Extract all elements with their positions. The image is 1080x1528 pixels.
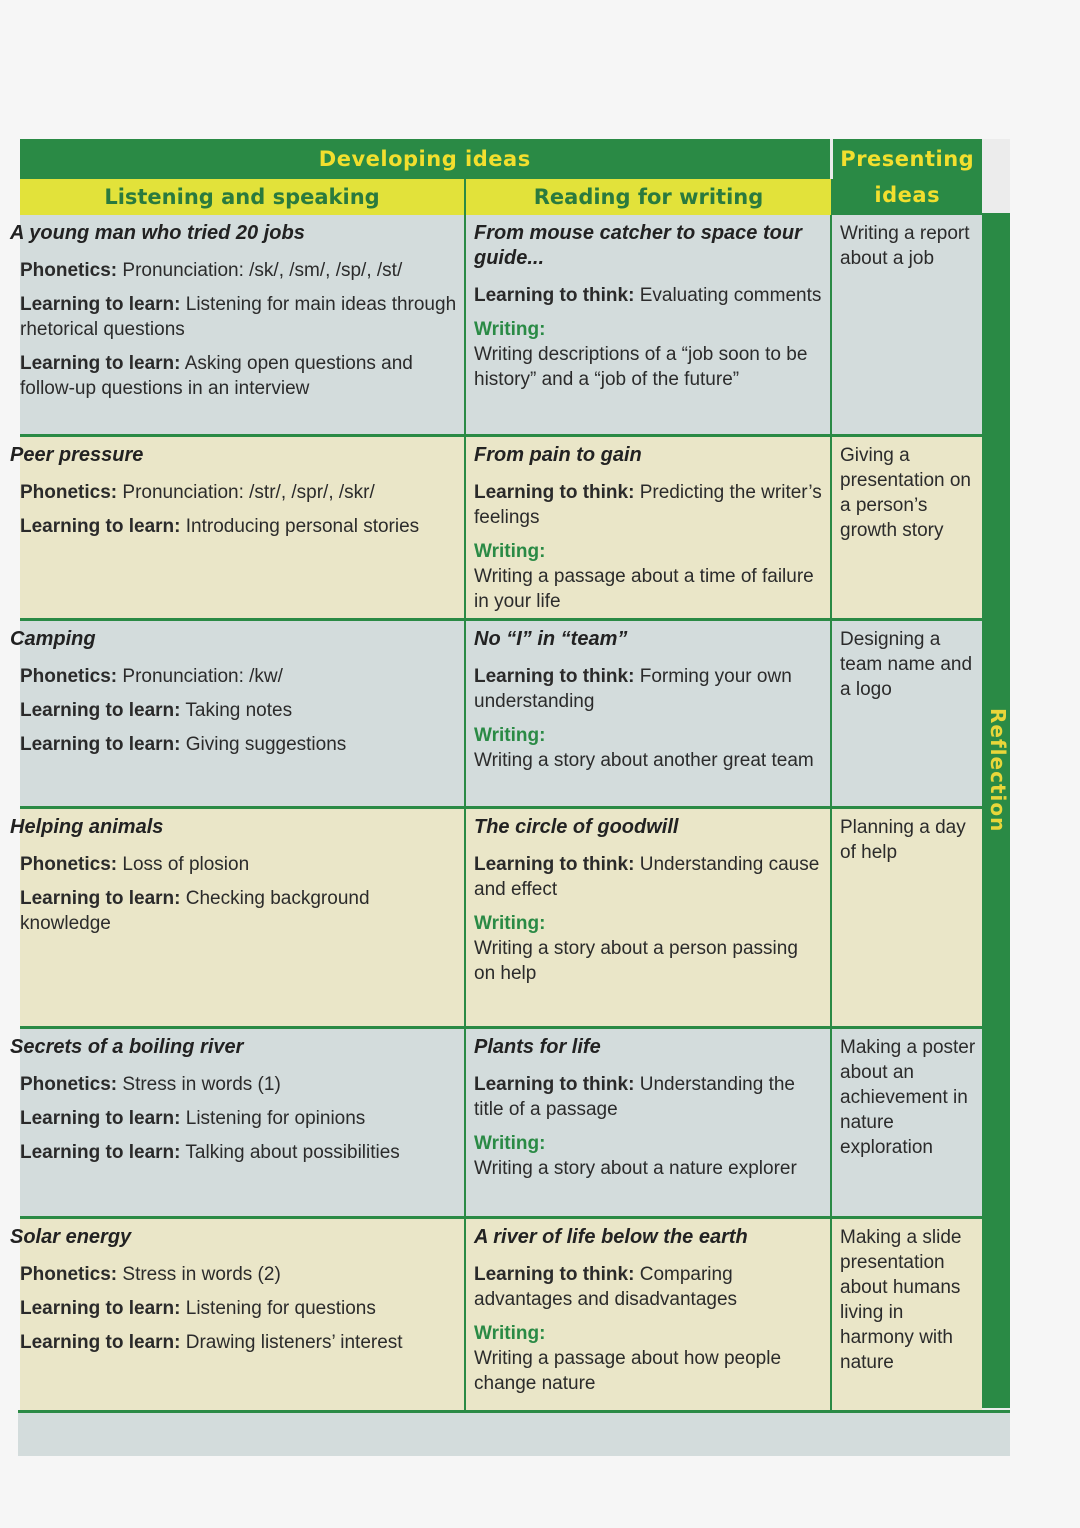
presenting-ideas-header: Presenting ideas xyxy=(831,139,982,215)
ls-item xyxy=(20,1072,464,1097)
writing-label: Writing: xyxy=(474,724,546,746)
think-item xyxy=(474,852,822,902)
item-text: Talking about possibilities xyxy=(180,1141,400,1163)
ls-item xyxy=(20,1140,464,1165)
ls-item xyxy=(20,698,464,723)
item-text: Pronunciation: /kw/ xyxy=(117,665,283,687)
item-text: Checking background knowledge xyxy=(20,887,370,934)
think-text: Forming your own understanding xyxy=(474,665,792,712)
writing-label: Writing: xyxy=(474,912,546,934)
ls-topic-title: Helping animals xyxy=(10,815,164,838)
item-text: Introducing personal stories xyxy=(180,515,420,537)
ls-topic-title: Camping xyxy=(10,627,96,650)
item-label: Learning to learn: xyxy=(20,294,181,315)
item-label: Learning to learn: xyxy=(20,1297,181,1319)
presenting-text: Making a slide presentation about humans living in harmony with nature xyxy=(840,1226,962,1373)
unit-row xyxy=(20,619,982,807)
item-label: Learning to learn: xyxy=(20,887,181,909)
listening-speaking-cell xyxy=(10,807,465,1027)
ls-item xyxy=(20,732,464,757)
ls-item xyxy=(20,664,464,689)
presenting-text: Making a poster about an achievement in nature exploration xyxy=(840,1036,976,1158)
writing-text: Writing a passage about how people change nature xyxy=(474,1347,782,1394)
item-label: Phonetics: xyxy=(20,1073,118,1095)
listening-speaking-cell xyxy=(10,435,465,619)
reflection-label: Reflection xyxy=(986,707,1010,833)
unit-row xyxy=(20,807,982,1027)
rw-topic-title: Plants for life xyxy=(474,1035,601,1058)
listening-speaking-cell xyxy=(10,619,465,807)
developing-ideas-header: Developing ideas xyxy=(20,139,831,179)
think-label: Learning to think: xyxy=(474,481,635,503)
ls-topic-title: Solar energy xyxy=(10,1225,132,1248)
rw-topic-title: No “I” in “team” xyxy=(474,627,628,650)
writing-text: Writing a passage about a time of failure in your life xyxy=(474,565,814,612)
presenting-ideas-cell xyxy=(831,1027,982,1217)
ls-item xyxy=(20,886,464,936)
contents-table xyxy=(10,139,982,1412)
think-item xyxy=(474,480,822,530)
item-label: Learning to learn: xyxy=(20,1107,181,1129)
think-item xyxy=(474,1262,822,1312)
rw-topic-title: From pain to gain xyxy=(474,443,642,466)
item-text: Stress in words (2) xyxy=(117,1263,281,1285)
writing-text: Writing descriptions of a “job soon to be history” and a “job of the future” xyxy=(474,344,808,390)
ls-item xyxy=(20,1296,464,1321)
think-text: Comparing advantages and disadvantages xyxy=(474,1263,738,1310)
think-text: Understanding cause and effect xyxy=(474,853,820,900)
item-text: Taking notes xyxy=(180,699,293,721)
item-label: Phonetics: xyxy=(20,665,118,687)
writing-text: Writing a story about a person passing on help xyxy=(474,937,798,984)
reading-writing-cell xyxy=(465,1217,831,1412)
reading-writing-cell xyxy=(465,619,831,807)
item-text: Drawing listeners’ interest xyxy=(180,1331,403,1353)
item-label: Phonetics: xyxy=(20,481,118,503)
unit-row xyxy=(20,435,982,619)
reading-writing-cell xyxy=(465,215,831,435)
think-label: Learning to think: xyxy=(474,853,635,875)
ls-item xyxy=(20,1330,464,1355)
think-text: Predicting the writer’s feelings xyxy=(474,481,822,528)
ls-item xyxy=(20,1262,464,1287)
item-label: Learning to learn: xyxy=(20,699,181,721)
item-label: Phonetics: xyxy=(20,853,118,875)
think-item xyxy=(474,283,822,308)
writing-label: Writing: xyxy=(474,1132,546,1154)
footer-band xyxy=(18,1410,1010,1456)
presenting-text: Writing a report about a job xyxy=(840,223,970,269)
think-item xyxy=(474,664,822,714)
writing-text: Writing a story about another great team xyxy=(474,749,814,771)
item-text: Listening for opinions xyxy=(180,1107,366,1129)
ls-item xyxy=(20,258,464,283)
listening-speaking-cell xyxy=(10,215,465,435)
listening-speaking-header: Listening and speaking xyxy=(20,179,465,215)
reading-writing-header: Reading for writing xyxy=(465,179,831,215)
ls-item xyxy=(20,351,464,401)
ls-topic-title: Secrets of a boiling river xyxy=(10,1035,244,1058)
presenting-ideas-cell xyxy=(831,619,982,807)
item-text: Listening for main ideas through rhetorical questions xyxy=(20,294,457,340)
presenting-ideas-cell xyxy=(831,807,982,1027)
think-label: Learning to think: xyxy=(474,665,635,687)
reading-writing-cell xyxy=(465,435,831,619)
ls-item xyxy=(20,480,464,505)
item-text: Pronunciation: /str/, /spr/, /skr/ xyxy=(117,481,375,503)
item-label: Learning to learn: xyxy=(20,733,181,755)
think-text: Understanding the title of a passage xyxy=(474,1073,795,1120)
ls-item xyxy=(20,1106,464,1131)
presenting-text: Giving a presentation on a person’s growth story xyxy=(840,444,971,541)
item-text: Giving suggestions xyxy=(180,733,347,755)
ls-topic-title: A young man who tried 20 jobs xyxy=(10,222,305,244)
think-text: Evaluating comments xyxy=(634,285,822,306)
item-label: Learning to learn: xyxy=(20,1141,181,1163)
listening-speaking-cell xyxy=(10,1217,465,1412)
item-label: Phonetics: xyxy=(20,260,118,281)
rw-topic-title: From mouse catcher to space tour guide... xyxy=(474,222,802,269)
writing-label: Writing: xyxy=(474,1322,546,1344)
item-text: Asking open questions and follow-up questions in an interview xyxy=(20,353,413,399)
presenting-ideas-cell xyxy=(831,1217,982,1412)
ls-topic-title: Peer pressure xyxy=(10,443,144,466)
item-text: Listening for questions xyxy=(180,1297,376,1319)
writing-label: Writing: xyxy=(474,540,546,562)
ls-item xyxy=(20,514,464,539)
item-text: Stress in words (1) xyxy=(117,1073,281,1095)
presenting-ideas-cell xyxy=(831,215,982,435)
think-item xyxy=(474,1072,822,1122)
presenting-text: Planning a day of help xyxy=(840,816,966,863)
listening-speaking-cell xyxy=(10,1027,465,1217)
item-label: Learning to learn: xyxy=(20,1331,181,1353)
reading-writing-cell xyxy=(465,1027,831,1217)
ls-item xyxy=(20,852,464,877)
item-label: Phonetics: xyxy=(20,1263,118,1285)
rw-topic-title: A river of life below the earth xyxy=(474,1225,748,1248)
ls-item xyxy=(20,292,464,342)
item-text: Loss of plosion xyxy=(117,853,250,875)
think-label: Learning to think: xyxy=(474,285,635,306)
think-label: Learning to think: xyxy=(474,1073,635,1095)
unit-row xyxy=(20,215,982,435)
unit-row xyxy=(20,1027,982,1217)
reading-writing-cell xyxy=(465,807,831,1027)
item-label: Learning to learn: xyxy=(20,353,181,374)
item-label: Learning to learn: xyxy=(20,515,181,537)
unit-row xyxy=(20,1217,982,1412)
rw-topic-title: The circle of goodwill xyxy=(474,815,679,838)
writing-label: Writing: xyxy=(474,319,546,340)
think-label: Learning to think: xyxy=(474,1263,635,1285)
writing-text: Writing a story about a nature explorer xyxy=(474,1157,797,1179)
presenting-text: Designing a team name and a logo xyxy=(840,628,973,700)
item-text: Pronunciation: /sk/, /sm/, /sp/, /st/ xyxy=(117,260,403,281)
presenting-ideas-cell xyxy=(831,435,982,619)
